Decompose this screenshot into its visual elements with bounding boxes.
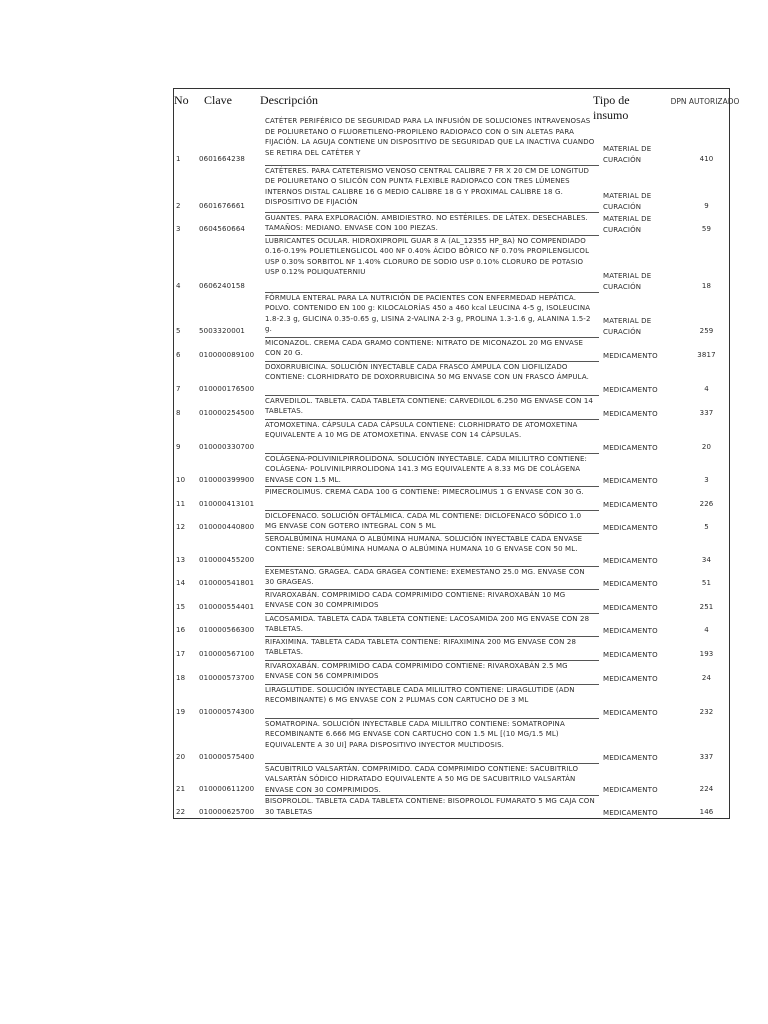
cell-clave: 5003320001 — [199, 326, 246, 335]
table-row — [174, 566, 740, 589]
table-row — [174, 533, 740, 566]
cell-tipo-insumo: MEDICAMENTO — [603, 809, 658, 817]
cell-tipo-insumo: MEDICAMENTO — [603, 708, 658, 717]
cell-tipo-insumo: MEDICAMENTO — [603, 674, 658, 683]
cell-dpn: 259 — [699, 326, 714, 335]
cell-dpn: 51 — [701, 578, 712, 587]
cell-dpn: 224 — [699, 785, 714, 793]
cell-clave: 010000455200 — [199, 555, 255, 564]
table-row — [174, 212, 740, 235]
insumos-table — [174, 116, 740, 819]
cell-dpn: 9 — [704, 201, 709, 210]
cell-descripcion: LACOSAMIDA. TABLETA CADA TABLETA CONTIENE: LACOSAMIDA 200 MG ENVASE CON 28 TABLETAS. — [265, 613, 599, 636]
cell-no: 13 — [176, 555, 186, 564]
cell-no: 1 — [176, 154, 181, 163]
cell-descripcion: CATÉTER PERIFÉRICO DE SEGURIDAD PARA LA INFUSIÓN DE SOLUCIONES INTRAVENOSAS DE POLIURETANO O FLUORETILENO-PROPILENO RADIOPACO CON O SIN ALETAS PARA FIJACIÓN. LA AGUJA CONTIENE UN DISPOSITIVO DE SEGURIDAD QUE LA INACTIVA CUANDO SE RETIRA DEL CATÉTER Y — [265, 117, 595, 157]
table-row — [174, 235, 740, 292]
document-table-frame — [173, 88, 740, 819]
cell-descripcion: RIVAROXABÁN. COMPRIMIDO CADA COMPRIMIDO CONTIENE: RIVAROXABÁN 10 MG ENVASE CON 30 COMPRIMIDOS — [265, 589, 599, 613]
cell-no: 20 — [176, 752, 186, 761]
table-row — [174, 116, 740, 165]
cell-no: 14 — [176, 578, 186, 587]
table-row — [174, 660, 740, 684]
cell-clave: 010000541801 — [199, 578, 255, 587]
cell-clave: 010000625700 — [199, 808, 255, 816]
cell-no: 6 — [176, 350, 181, 359]
cell-no: 11 — [176, 499, 186, 508]
cell-tipo-insumo: MEDICAMENTO — [603, 556, 658, 565]
cell-dpn: 20 — [701, 442, 712, 451]
cell-dpn: 251 — [699, 602, 714, 611]
cell-no: 15 — [176, 602, 186, 611]
cell-dpn: 4 — [704, 384, 709, 393]
cell-tipo-insumo: MEDICAMENTO — [603, 443, 658, 452]
table-row — [174, 589, 740, 613]
cell-clave: 010000573700 — [199, 673, 255, 682]
cell-clave: 0604560664 — [199, 224, 246, 233]
cell-no: 18 — [176, 673, 186, 682]
table-row — [174, 361, 740, 395]
cell-tipo-insumo: MATERIAL DE CURACIÓN — [603, 192, 652, 211]
cell-dpn: 226 — [699, 499, 714, 508]
cell-descripcion: SACUBITRILO VALSARTÁN. COMPRIMIDO. CADA COMPRIMIDO CONTIENE: SACUBITRILO VALSARTÁN SÓDICO HIDRATADO EQUIVALENTE A 50 MG DE SACUBITRILO VALSARTÁN ENVASE CON 30 COMPRIMIDOS. — [265, 763, 599, 796]
cell-descripcion: CARVEDILOL. TABLETA. CADA TABLETA CONTIENE: CARVEDILOL 6.250 MG ENVASE CON 14 TABLETAS. — [265, 395, 599, 419]
cell-no: 10 — [176, 475, 186, 484]
cell-dpn: 337 — [699, 752, 714, 761]
cell-tipo-insumo: MEDICAMENTO — [603, 603, 658, 612]
cell-clave: 010000413101 — [199, 499, 255, 508]
cell-no: 9 — [176, 442, 181, 451]
cell-descripcion: PIMECROLIMUS. CREMA CADA 100 G CONTIENE: PIMECROLIMUS 1 G ENVASE CON 30 G. — [265, 486, 599, 510]
cell-dpn: 410 — [699, 154, 714, 163]
cell-clave: 010000330700 — [199, 442, 255, 451]
cell-descripcion: ATOMOXETINA. CÁPSULA CADA CÁPSULA CONTIENE: CLORHIDRATO DE ATOMOXETINA EQUIVALENTE A 10 MG DE ATOMOXETINA. ENVASE CON 14 CÁPSULAS. — [265, 419, 599, 453]
cell-clave: 010000440800 — [199, 522, 255, 531]
table-row — [174, 395, 740, 419]
cell-tipo-insumo: MEDICAMENTO — [603, 579, 658, 588]
cell-clave: 010000176500 — [199, 384, 255, 393]
cell-tipo-insumo: MEDICAMENTO — [603, 351, 658, 360]
cell-tipo-insumo: MEDICAMENTO — [603, 786, 658, 794]
cell-descripcion: CATÉTERES. PARA CATETERISMO VENOSO CENTRAL CALIBRE 7 FR X 20 CM DE LONGITUD DE POLIURETANO O SILICÓN CON PUNTA FLEXIBLE RADIOPACO CON TRES LÚMENES INTERNOS DISTAL CALIBRE 16 G MEDIO CALIBRE 18 G Y PROXIMAL CALIBRE 18 G. DISPOSITIVO DE FIJACIÓN — [265, 165, 599, 212]
header-tipo-insumo: Tipo de insumo — [593, 93, 630, 122]
cell-descripcion: EXEMESTANO. GRAGEA. CADA GRAGEA CONTIENE: EXEMESTANO 25.0 MG. ENVASE CON 30 GRAGEAS. — [265, 566, 599, 589]
cell-clave: 010000575400 — [199, 752, 255, 761]
table-row — [174, 453, 740, 486]
cell-descripcion: MICONAZOL. CREMA CADA GRAMO CONTIENE: NITRATO DE MICONAZOL 20 MG ENVASE CON 20 G. — [265, 337, 599, 361]
cell-tipo-insumo: MEDICAMENTO — [603, 626, 658, 635]
table-header — [174, 89, 740, 122]
cell-no: 5 — [176, 326, 181, 335]
cell-descripcion: BISOPROLOL. TABLETA CADA TABLETA CONTIENE: BISOPROLOL FUMARATO 5 MG CAJA CON 30 TABLETAS — [265, 796, 599, 819]
cell-clave: 010000254500 — [199, 408, 255, 417]
cell-no: 4 — [176, 281, 181, 290]
cell-descripcion: DICLOFENACO. SOLUCIÓN OFTÁLMICA. CADA ML CONTIENE: DICLOFENACO SÓDICO 1.0 MG ENVASE CON GOTERO INTEGRAL CON 5 ML — [265, 510, 599, 533]
header-descripcion: Descripción — [260, 93, 318, 107]
cell-dpn: 3 — [704, 475, 709, 484]
cell-tipo-insumo: MEDICAMENTO — [603, 409, 658, 418]
cell-dpn: 232 — [699, 707, 714, 716]
cell-clave: 010000567100 — [199, 649, 255, 658]
cell-no: 2 — [176, 201, 181, 210]
cell-clave: 0601676661 — [199, 201, 246, 210]
cell-no: 22 — [176, 808, 186, 816]
cell-no: 21 — [176, 785, 186, 793]
cell-tipo-insumo: MEDICAMENTO — [603, 523, 658, 532]
cell-dpn: 337 — [699, 408, 714, 417]
table-row — [174, 292, 740, 337]
cell-dpn: 5 — [704, 522, 709, 531]
cell-clave: 010000399900 — [199, 475, 255, 484]
cell-descripcion: SEROALBÚMINA HUMANA O ALBÚMINA HUMANA. SOLUCIÓN INYECTABLE CADA ENVASE CONTIENE: SEROALBÚMINA HUMANA O ALBÚMINA HUMANA 10 G ENVASE CON 50 ML. — [265, 533, 599, 566]
cell-clave: 0601664238 — [199, 154, 246, 163]
table-row — [174, 684, 740, 718]
table-row — [174, 337, 740, 361]
cell-no: 12 — [176, 522, 186, 531]
cell-tipo-insumo: MEDICAMENTO — [603, 476, 658, 485]
cell-descripcion: FÓRMULA ENTERAL PARA LA NUTRICIÓN DE PACIENTES CON ENFERMEDAD HEPÁTICA. POLVO. CONTENIDO EN 100 g: KILOCALORÍAS 450 a 460 kcal LEUCINA 4-5 g, ISOLEUCINA 1.8-2.3 g, GLICINA 0.35-0.65 g, LISINA 2-VALINA 2-3 g, PROLINA 1.3-1.6 g, ALANINA 1.5-2 g. — [265, 292, 599, 337]
cell-no: 7 — [176, 384, 181, 393]
header-no: No — [174, 93, 189, 107]
cell-dpn: 34 — [701, 555, 712, 564]
cell-descripcion: RIVAROXABÁN. COMPRIMIDO CADA COMPRIMIDO CONTIENE: RIVAROXABÁN 2.5 MG ENVASE CON 56 COMPRIMIDOS — [265, 660, 599, 684]
cell-dpn: 18 — [701, 281, 712, 290]
cell-tipo-insumo: MATERIAL DE CURACIÓN — [603, 215, 652, 234]
cell-descripcion: GUANTES. PARA EXPLORACIÓN. AMBIDIESTRO. NO ESTÉRILES. DE LÁTEX. DESECHABLES. TAMAÑOS: MEDIANO. ENVASE CON 100 PIEZAS. — [265, 212, 599, 235]
cell-dpn: 3817 — [697, 350, 716, 359]
table-row — [174, 763, 740, 796]
table-row — [174, 613, 740, 636]
cell-dpn: 24 — [701, 673, 712, 682]
table-row — [174, 718, 740, 763]
cell-tipo-insumo: MATERIAL DE CURACIÓN — [603, 272, 652, 291]
cell-dpn: 4 — [704, 625, 709, 634]
cell-tipo-insumo: MEDICAMENTO — [603, 753, 658, 762]
cell-tipo-insumo: MEDICAMENTO — [603, 385, 658, 394]
header-clave: Clave — [204, 93, 232, 107]
table-row — [174, 796, 740, 819]
cell-tipo-insumo: MATERIAL DE CURACIÓN — [603, 145, 652, 164]
cell-clave: 010000089100 — [199, 350, 255, 359]
cell-tipo-insumo: MATERIAL DE CURACIÓN — [603, 317, 652, 336]
cell-tipo-insumo: MEDICAMENTO — [603, 650, 658, 659]
cell-no: 19 — [176, 707, 186, 716]
cell-clave: 0606240158 — [199, 281, 246, 290]
cell-descripcion: DOXORRUBICINA. SOLUCIÓN INYECTABLE CADA FRASCO ÁMPULA CON LIOFILIZADO CONTIENE: CLORHIDRATO DE DOXORRUBICINA 50 MG ENVASE CON UN FRASCO ÁMPULA. — [265, 361, 599, 395]
cell-dpn: 193 — [699, 649, 714, 658]
table-row — [174, 486, 740, 510]
table-row — [174, 419, 740, 453]
cell-clave: 010000554401 — [199, 602, 255, 611]
cell-clave: 010000566300 — [199, 625, 255, 634]
cell-dpn: 146 — [699, 808, 714, 816]
cell-tipo-insumo: MEDICAMENTO — [603, 500, 658, 509]
cell-no: 8 — [176, 408, 181, 417]
header-dpn-autorizado: DPN AUTORIZADO — [670, 97, 740, 106]
cell-descripcion: SOMATROPINA. SOLUCIÓN INYECTABLE CADA MILILITRO CONTIENE: SOMATROPINA RECOMBINANTE 6.666 MG ENVASE CON CARTUCHO CON 1.5 ML [(10 MG/1.5 ML) EQUIVALENTE A 30 UI] PARA DISPOSITIVO INYECTOR MULTIDOSIS. — [265, 718, 599, 763]
cell-clave: 010000611200 — [199, 785, 255, 793]
cell-no: 3 — [176, 224, 181, 233]
cell-descripcion: RIFAXIMINA. TABLETA CADA TABLETA CONTIENE: RIFAXIMINA 200 MG ENVASE CON 28 TABLETAS. — [265, 636, 599, 660]
table-row — [174, 510, 740, 533]
table-row — [174, 165, 740, 212]
cell-descripcion: LIRAGLUTIDE. SOLUCIÓN INYECTABLE CADA MILILITRO CONTIENE: LIRAGLUTIDE (ADN RECOMBINANTE) 6 MG ENVASE CON 2 PLUMAS CON CARTUCHO DE 3 ML — [265, 684, 599, 718]
cell-no: 17 — [176, 649, 186, 658]
cell-descripcion: COLÁGENA-POLIVINILPIRROLIDONA. SOLUCIÓN INYECTABLE. CADA MILILITRO CONTIENE: COLÁGENA- POLIVINILPIRROLIDONA 141.3 MG EQUIVALENTE A 8.33 MG DE COLÁGENA ENVASE CON 1.5 ML. — [265, 453, 599, 486]
cell-descripcion: LUBRICANTES OCULAR. HIDROXIPROPIL GUAR 8 A (AL_12355 HP_8A) NO COMPENDIADO 0.16-0.19% POLIETILENGLICOL 400 NF 0.40% ÁCIDO BÓRICO NF 0.70% PROPILENGLICOL USP 0.30% SORBITOL NF 1.40% CLORURO DE SODIO USP 0.10% CLORURO DE POTASIO USP 0.12% POLIQUATERNIU — [265, 235, 599, 292]
cell-clave: 010000574300 — [199, 707, 255, 716]
cell-no: 16 — [176, 625, 186, 634]
table-row — [174, 636, 740, 660]
cell-dpn: 59 — [701, 224, 712, 233]
